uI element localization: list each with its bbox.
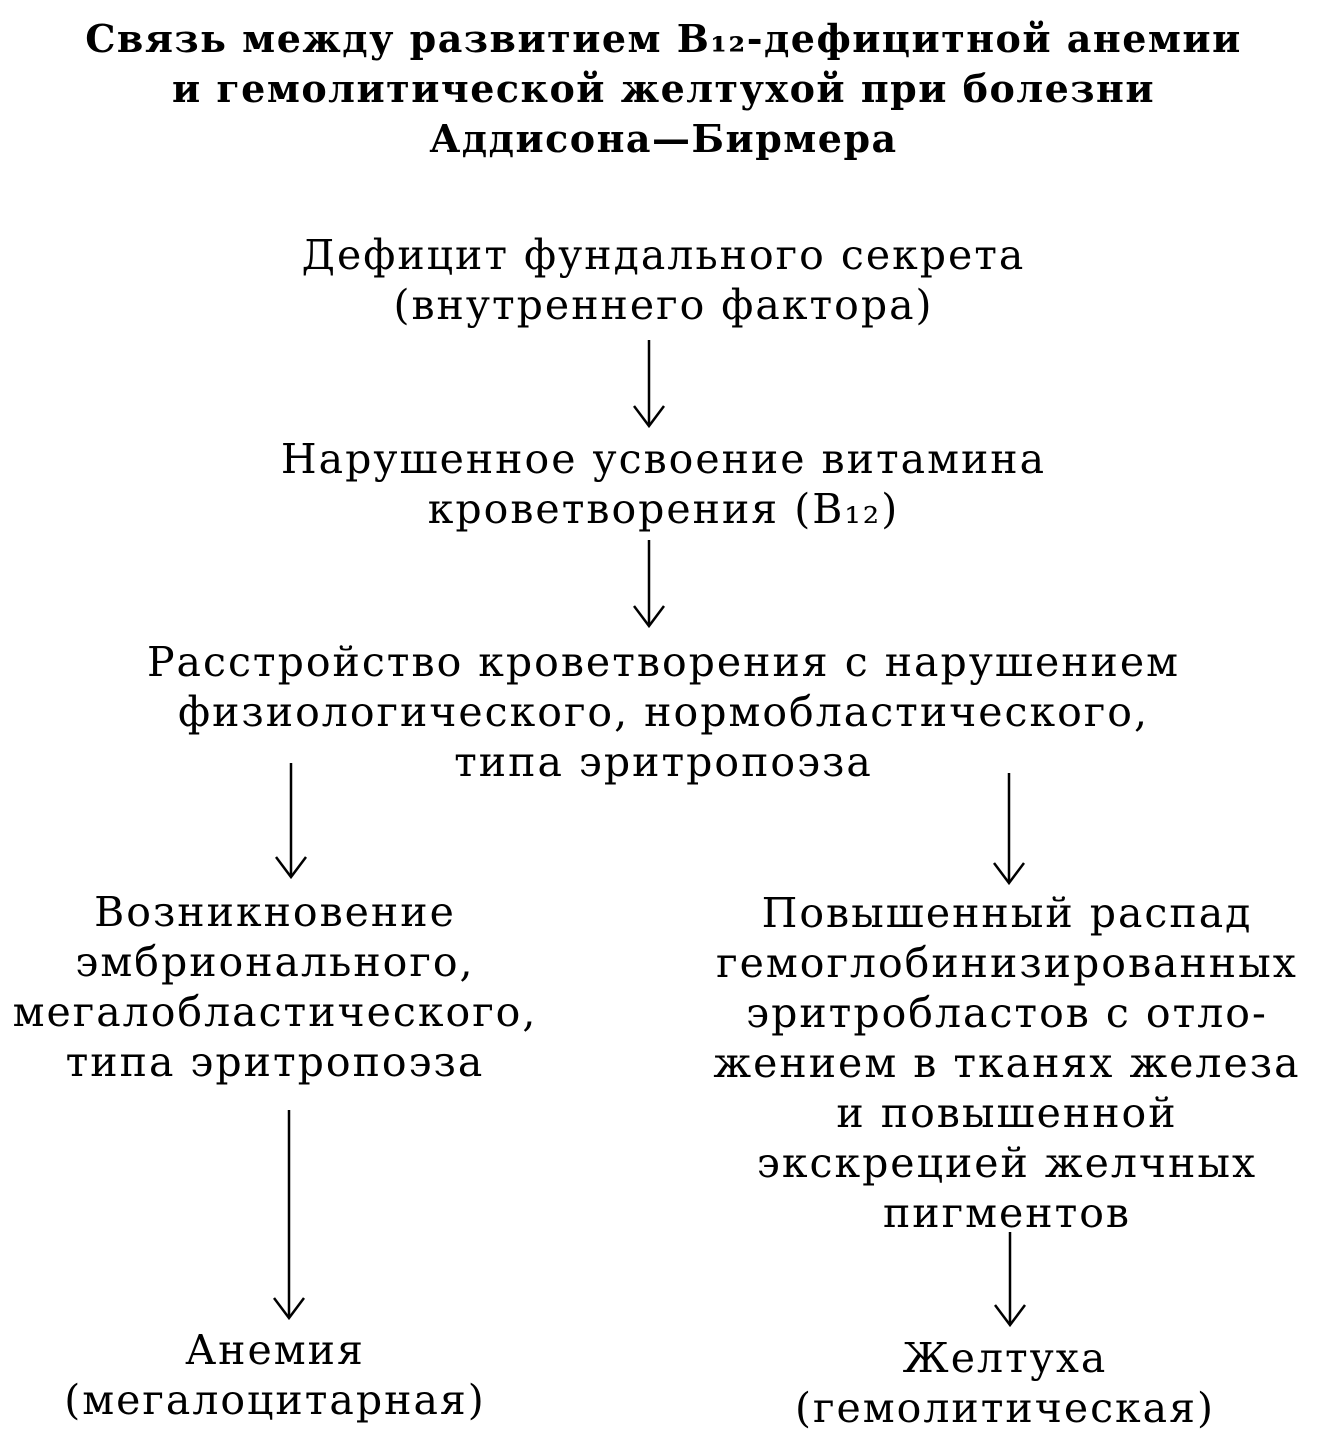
node-text: типа эритропоэза — [454, 738, 873, 786]
node-text: (мегалоцитарная) — [64, 1376, 486, 1424]
down-arrow — [276, 763, 306, 877]
node-text: Дефицит фундального секрета — [301, 231, 1026, 279]
node-text: Повышенный распад — [761, 889, 1253, 937]
node-text: Возникновение — [94, 888, 456, 936]
node-text: гемоглобинизированных — [716, 939, 1298, 987]
node-text: Желтуха — [902, 1334, 1108, 1382]
node-text: физиологического, нормобластического, — [177, 688, 1149, 736]
node-text: Расстройство кроветворения с нарушением — [146, 638, 1181, 686]
down-arrow — [274, 1110, 304, 1318]
node-text: Нарушенное усвоение витамина — [280, 435, 1047, 483]
node-text: экскрецией желчных — [756, 1139, 1258, 1187]
node-text: (внутреннего фактора) — [393, 281, 934, 329]
down-arrow — [995, 1232, 1025, 1325]
node-text: жением в тканях железа — [713, 1039, 1301, 1087]
node-text: типа эритропоэза — [65, 1038, 485, 1086]
title-line: Аддисона—Бирмера — [429, 116, 898, 161]
node-text: кроветворения (B₁₂) — [427, 485, 900, 533]
node-text: эмбрионального, — [75, 938, 475, 986]
node-text: и повышенной — [836, 1089, 1178, 1137]
down-arrow — [994, 773, 1024, 883]
node-text: Анемия — [185, 1326, 365, 1374]
node-text: эритробластов с отло- — [746, 989, 1268, 1037]
node-text: (гемолитическая) — [795, 1384, 1215, 1432]
title-line: Связь между развитием B₁₂-дефицитной анемии — [85, 16, 1242, 61]
title-line: и гемолитической желтухой при болезни — [171, 66, 1156, 111]
node-text: пигментов — [882, 1189, 1132, 1237]
node-text: мегалобластического, — [12, 988, 538, 1036]
down-arrow — [634, 540, 664, 626]
down-arrow — [634, 340, 664, 426]
